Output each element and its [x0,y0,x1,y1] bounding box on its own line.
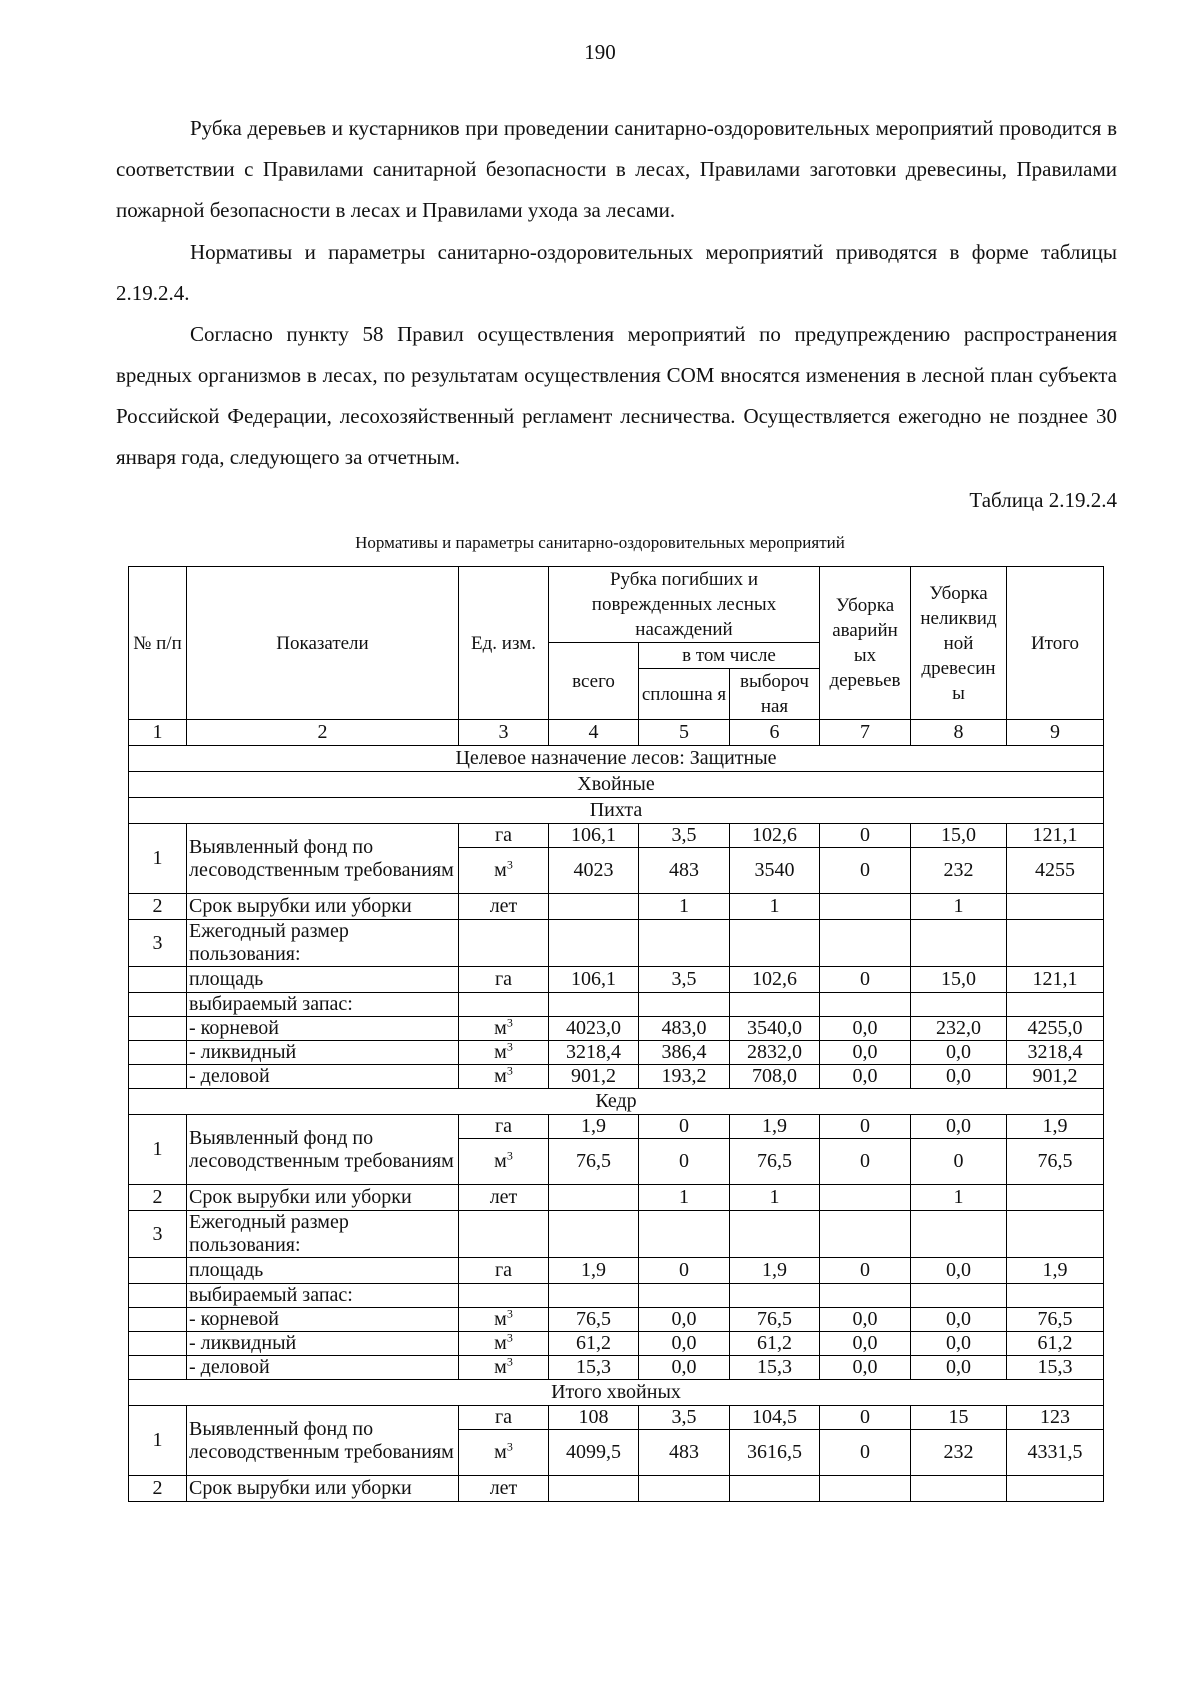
value-cell: 232 [911,1430,1007,1476]
value-cell: 232 [911,848,1007,894]
value-cell: 4331,5 [1007,1430,1104,1476]
empty-cell [549,920,639,967]
unit-cell [459,1430,549,1476]
paragraph-1: Рубка деревьев и кустарников при проведении санитарно-оздоровительных мероприятий проводится в соответствии с Правилами санитарной безопасности в лесах, Правилами заготовки древесины, Правилами пожарной безопасности в лесах и Правилами ухода за лесами. [116,116,1117,222]
empty-cell [820,1284,911,1308]
value-cell: 121,1 [1007,824,1104,848]
species-row [129,1089,1104,1115]
value-cell: 1 [911,1185,1007,1211]
fund-row-ha [129,824,1104,848]
unit-text: лет [489,895,518,917]
value-cell: 0,0 [911,1258,1007,1284]
value-cell: 15,0 [911,824,1007,848]
indicator-label: Ежегодный размер пользования: [187,1211,459,1258]
empty-cell [911,1284,1007,1308]
value-cell: 76,5 [1007,1139,1104,1185]
empty-cell [459,1284,549,1308]
indicator-label: Ежегодный размер пользования: [187,920,459,967]
empty-cell [820,993,911,1017]
row-number: 2 [129,1185,187,1211]
column-number: 5 [639,720,730,746]
value-cell: 1,9 [549,1258,639,1284]
value-cell: 15,0 [911,967,1007,993]
empty-cell [730,1211,820,1258]
value-cell: 61,2 [1007,1332,1104,1356]
value-cell [639,1476,730,1502]
indicator-label: Срок вырубки или уборки [187,1185,459,1211]
value-cell: 0 [639,1115,730,1139]
indicator-label: выбираемый запас: [187,1284,459,1308]
value-cell: 0,0 [820,1017,911,1041]
column-number: 4 [549,720,639,746]
value-cell: 76,5 [549,1308,639,1332]
value-cell [911,1476,1007,1502]
unit-cell [459,1332,549,1356]
unit-superscript: 3 [506,1355,513,1369]
stock-row [129,1065,1104,1089]
value-cell: 0,0 [911,1065,1007,1089]
empty-cell [129,1017,187,1041]
unit-text: га [494,1406,513,1428]
value-cell: 193,2 [639,1065,730,1089]
indicator-label: площадь [187,1258,459,1284]
value-cell: 76,5 [730,1139,820,1185]
header-num: № п/п [129,567,187,720]
empty-cell [459,1211,549,1258]
value-cell: 0 [639,1139,730,1185]
value-cell: 0,0 [639,1308,730,1332]
unit-superscript: 3 [506,1016,513,1030]
indicator-label: - корневой [187,1308,459,1332]
section-row-purpose [129,746,1104,772]
row-number: 2 [129,1476,187,1502]
unit-cell [459,1476,549,1502]
unit-cell [459,824,549,848]
unit-superscript: 3 [506,1307,513,1321]
value-cell: 0,0 [911,1356,1007,1380]
value-cell: 4023,0 [549,1017,639,1041]
value-cell [820,894,911,920]
column-number: 6 [730,720,820,746]
unit-cell [459,1356,549,1380]
empty-cell [129,993,187,1017]
row-number: 3 [129,920,187,967]
empty-cell [459,993,549,1017]
table-body [129,746,1104,1502]
section-title: Итого хвойных [129,1380,1104,1406]
value-cell: 483,0 [639,1017,730,1041]
stock-label-row [129,993,1104,1017]
value-cell: 0 [911,1139,1007,1185]
empty-cell [1007,920,1104,967]
empty-cell [129,967,187,993]
unit-superscript: 3 [506,1439,513,1454]
value-cell: 76,5 [549,1139,639,1185]
unit-text: м [494,1150,507,1172]
area-row [129,1258,1104,1284]
unit-superscript: 3 [506,1040,513,1054]
total-conifers-row [129,1380,1104,1406]
header-clear: сплошна я [639,669,730,720]
empty-cell [129,1041,187,1065]
row-number: 1 [129,1406,187,1476]
value-cell: 386,4 [639,1041,730,1065]
value-cell: 102,6 [730,967,820,993]
unit-cell [459,1041,549,1065]
value-cell [1007,1476,1104,1502]
value-cell: 3,5 [639,824,730,848]
value-cell: 76,5 [1007,1308,1104,1332]
value-cell [1007,1185,1104,1211]
column-number: 9 [1007,720,1104,746]
table-title: Нормативы и параметры санитарно-оздоровительных мероприятий [355,533,845,552]
value-cell: 123 [1007,1406,1104,1430]
indicator-label: Выявленный фонд по лесоводственным требованиям [187,1115,459,1185]
header-selective: выбороч ная [730,669,820,720]
annual-row [129,1211,1104,1258]
column-number: 8 [911,720,1007,746]
header-total-all: всего [549,643,639,720]
paragraph-2: Нормативы и параметры санитарно-оздоровительных мероприятий приводятся в форме таблицы 2.19.2.4. [116,240,1117,305]
empty-cell [129,1284,187,1308]
value-cell: 0,0 [639,1356,730,1380]
empty-cell [129,1356,187,1380]
header-unit: Ед. изм. [459,567,549,720]
indicator-label: - деловой [187,1065,459,1089]
fund-row-ha [129,1406,1104,1430]
indicator-label: выбираемый запас: [187,993,459,1017]
value-cell [549,894,639,920]
value-cell [549,1476,639,1502]
table-header [129,567,1104,746]
value-cell: 0 [820,967,911,993]
empty-cell [1007,1284,1104,1308]
value-cell: 3218,4 [549,1041,639,1065]
page-number: 190 [584,40,616,64]
value-cell: 1,9 [1007,1258,1104,1284]
empty-cell [129,1065,187,1089]
empty-cell [129,1332,187,1356]
unit-cell [459,967,549,993]
empty-cell [549,1211,639,1258]
indicator-label: - ликвидный [187,1041,459,1065]
value-cell [1007,894,1104,920]
section-title: Кедр [129,1089,1104,1115]
stock-row [129,1041,1104,1065]
value-cell: 0 [820,848,911,894]
paragraph-3: Согласно пункту 58 Правил осуществления мероприятий по предупреждению распространения вредных организмов в лесах, по результатам осуществления СОМ вносятся изменения в лесной план субъекта Российской Федерации, лесохозяйственный регламент лесничества. Осуществляется ежегодно не позднее 30 января года, следующего за отчетным. [116,322,1117,469]
section-row-group [129,772,1104,798]
header-total: Итого [1007,567,1104,720]
empty-cell [1007,993,1104,1017]
header-felling-group: Рубка погибших и поврежденных лесных насаждений [549,567,820,643]
value-cell: 106,1 [549,824,639,848]
value-cell: 3540,0 [730,1017,820,1041]
unit-text: га [494,1259,513,1281]
empty-cell [730,1284,820,1308]
value-cell: 0 [820,1139,911,1185]
empty-cell [820,1211,911,1258]
value-cell: 0 [820,1406,911,1430]
unit-superscript: 3 [506,1064,513,1078]
value-cell: 0 [820,1115,911,1139]
value-cell: 483 [639,848,730,894]
value-cell: 0,0 [911,1308,1007,1332]
value-cell: 0 [820,1258,911,1284]
section-title: Пихта [129,798,1104,824]
value-cell: 61,2 [549,1332,639,1356]
stock-label-row [129,1284,1104,1308]
empty-cell [1007,1211,1104,1258]
empty-cell [129,1258,187,1284]
value-cell: 1 [911,894,1007,920]
indicator-label: Выявленный фонд по лесоводственным требованиям [187,824,459,894]
row-number: 1 [129,1115,187,1185]
value-cell: 0,0 [639,1332,730,1356]
unit-text: м [494,1041,507,1063]
value-cell: 4255 [1007,848,1104,894]
value-cell: 0,0 [820,1332,911,1356]
stock-row [129,1017,1104,1041]
header-emergency: Уборка аварийн ых деревьев [820,567,911,720]
unit-text: м [494,1332,507,1354]
column-number: 1 [129,720,187,746]
value-cell: 0 [820,824,911,848]
row-number: 3 [129,1211,187,1258]
empty-cell [639,1284,730,1308]
column-number: 7 [820,720,911,746]
value-cell: 4099,5 [549,1430,639,1476]
empty-cell [639,1211,730,1258]
indicator-label: - корневой [187,1017,459,1041]
value-cell: 1,9 [730,1258,820,1284]
value-cell: 0 [639,1258,730,1284]
unit-text: м [494,1065,507,1087]
indicator-label: - деловой [187,1356,459,1380]
value-cell [549,1185,639,1211]
unit-text: лет [489,1477,518,1499]
value-cell: 2832,0 [730,1041,820,1065]
area-row [129,967,1104,993]
table-caption: Таблица 2.19.2.4 [969,488,1117,512]
column-numbers-row [129,720,1104,746]
value-cell: 0,0 [820,1041,911,1065]
value-cell: 901,2 [1007,1065,1104,1089]
unit-text: м [494,1441,507,1463]
value-cell: 15,3 [730,1356,820,1380]
unit-text: м [494,1356,507,1378]
value-cell: 15,3 [549,1356,639,1380]
stock-row [129,1332,1104,1356]
value-cell: 3616,5 [730,1430,820,1476]
value-cell: 121,1 [1007,967,1104,993]
unit-cell [459,848,549,894]
value-cell: 15,3 [1007,1356,1104,1380]
empty-cell [639,920,730,967]
value-cell: 102,6 [730,824,820,848]
value-cell: 3218,4 [1007,1041,1104,1065]
fund-row-ha [129,1115,1104,1139]
value-cell: 4255,0 [1007,1017,1104,1041]
value-cell: 0 [820,1430,911,1476]
value-cell: 232,0 [911,1017,1007,1041]
unit-text: м [494,859,507,881]
unit-cell [459,1185,549,1211]
stock-row [129,1308,1104,1332]
value-cell [820,1185,911,1211]
empty-cell [129,1308,187,1332]
header-incl: в том числе [639,643,820,669]
unit-cell [459,1065,549,1089]
unit-superscript: 3 [506,857,513,872]
value-cell [730,1476,820,1502]
empty-cell [549,993,639,1017]
column-number: 3 [459,720,549,746]
row-number: 1 [129,824,187,894]
term-row [129,1185,1104,1211]
value-cell: 1 [639,1185,730,1211]
value-cell: 1,9 [549,1115,639,1139]
value-cell: 1,9 [730,1115,820,1139]
term-row [129,894,1104,920]
unit-cell [459,1406,549,1430]
value-cell: 76,5 [730,1308,820,1332]
value-cell: 0,0 [911,1115,1007,1139]
value-cell: 1 [639,894,730,920]
unit-superscript: 3 [506,1331,513,1345]
indicator-label: Срок вырубки или уборки [187,894,459,920]
value-cell: 104,5 [730,1406,820,1430]
empty-cell [730,993,820,1017]
section-title: Хвойные [129,772,1104,798]
unit-superscript: 3 [506,1148,513,1163]
indicator-label: площадь [187,967,459,993]
value-cell: 61,2 [730,1332,820,1356]
section-title: Целевое назначение лесов: Защитные [129,746,1104,772]
empty-cell [549,1284,639,1308]
value-cell: 0,0 [911,1332,1007,1356]
value-cell: 4023 [549,848,639,894]
value-cell: 0,0 [911,1041,1007,1065]
annual-row [129,920,1104,967]
unit-cell [459,1139,549,1185]
empty-cell [911,1211,1007,1258]
unit-cell [459,1308,549,1332]
value-cell: 106,1 [549,967,639,993]
empty-cell [639,993,730,1017]
empty-cell [730,920,820,967]
value-cell: 0,0 [820,1356,911,1380]
value-cell: 0,0 [820,1308,911,1332]
value-cell: 0,0 [820,1065,911,1089]
row-number: 2 [129,894,187,920]
unit-cell [459,894,549,920]
value-cell: 483 [639,1430,730,1476]
unit-cell [459,1258,549,1284]
empty-cell [459,920,549,967]
header-indicators: Показатели [187,567,459,720]
value-cell: 3,5 [639,967,730,993]
indicator-label: - ликвидный [187,1332,459,1356]
unit-text: га [494,824,513,846]
value-cell: 708,0 [730,1065,820,1089]
unit-text: м [494,1017,507,1039]
value-cell: 1 [730,894,820,920]
empty-cell [911,993,1007,1017]
value-cell [820,1476,911,1502]
unit-text: м [494,1308,507,1330]
unit-text: га [494,1115,513,1137]
empty-cell [911,920,1007,967]
species-row [129,798,1104,824]
value-cell: 901,2 [549,1065,639,1089]
unit-cell [459,1017,549,1041]
empty-cell [820,920,911,967]
unit-text: га [494,968,513,990]
value-cell: 3540 [730,848,820,894]
indicator-label: Выявленный фонд по лесоводственным требованиям [187,1406,459,1476]
value-cell: 1 [730,1185,820,1211]
term-row [129,1476,1104,1502]
norms-table [128,566,1104,1502]
value-cell: 1,9 [1007,1115,1104,1139]
indicator-label: Срок вырубки или уборки [187,1476,459,1502]
stock-row [129,1356,1104,1380]
value-cell: 15 [911,1406,1007,1430]
column-number: 2 [187,720,459,746]
unit-cell [459,1115,549,1139]
header-illiquid: Уборка неликвид ной древесин ы [911,567,1007,720]
value-cell: 108 [549,1406,639,1430]
unit-text: лет [489,1186,518,1208]
value-cell: 3,5 [639,1406,730,1430]
